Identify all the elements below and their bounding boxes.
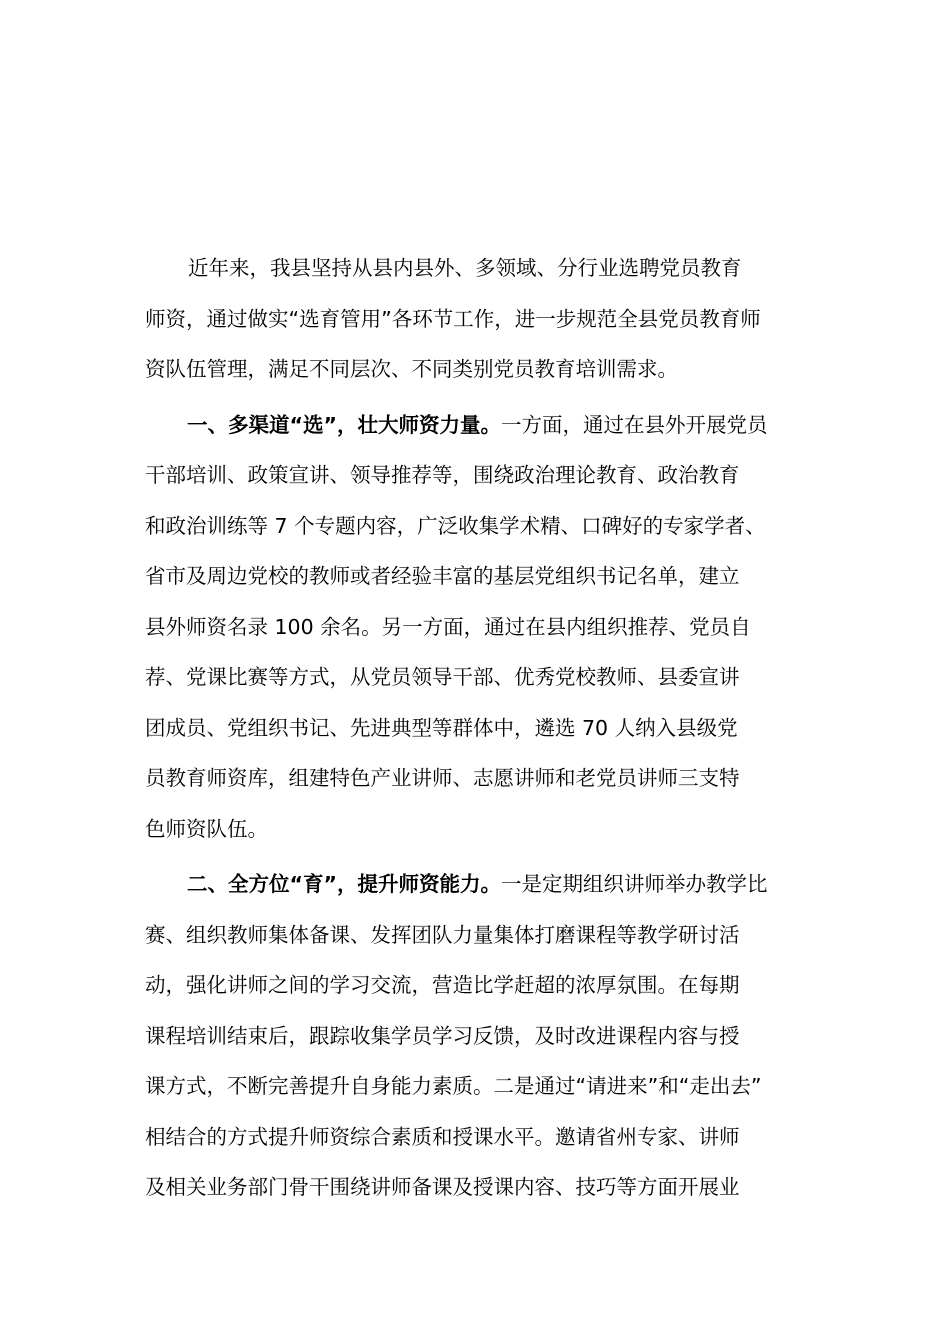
section-1-paragraph [145,400,815,855]
section-1-heading: 一、多渠道“选”，壮大师资力量。 [187,412,501,437]
section-1-line: 省市及周边党校的教师或者经验丰富的基层党组织书记名单，建立 [145,564,740,588]
section-1-first-line [145,400,815,451]
section-1-line: 色师资队伍。 [145,816,268,841]
section-2-line: 课方式，不断完善提升自身能力素质。二是通过“请进来”和“走出去” [145,1074,762,1098]
section-2-first-line [145,859,815,910]
section-1-line: 和政治训练等 7 个专题内容，广泛收集学术精、口碑好的专家学者、 [145,513,766,538]
section-2-paragraph [145,859,815,1213]
document-body [145,243,815,1213]
intro-line-2: 师资，通过做实“选育管用”各环节工作，进一步规范全县党员教育师 [145,306,761,331]
section-2-line: 相结合的方式提升师资综合素质和授课水平。邀请省州专家、讲师 [145,1124,740,1149]
intro-line-1: 近年来，我县坚持从县内县外、多领域、分行业选聘党员教育 [188,256,742,280]
section-2-heading: 二、全方位“育”，提升师资能力。 [187,872,501,896]
section-1-line: 县外师资名录 100 余名。另一方面，通过在县内组织推荐、党员自 [145,614,751,639]
section-1-line: 干部培训、政策宣讲、领导推荐等，围绕政治理论教育、政治教育 [145,463,740,487]
section-2-line: 赛、组织教师集体备课、发挥团队力量集体打磨课程等教学研讨活 [145,922,740,947]
section-1-line: 团成员、党组织书记、先进典型等群体中，遴选 70 人纳入县级党 [145,715,738,740]
section-1-first-line-text: 一方面，通过在县外开展党员 [500,412,768,437]
section-1-line: 员教育师资库，组建特色产业讲师、志愿讲师和老党员讲师三支特 [145,766,740,790]
section-2-line: 及相关业务部门骨干围绕讲师备课及授课内容、技巧等方面开展业 [145,1175,740,1199]
intro-line-3: 资队伍管理，满足不同层次、不同类别党员教育培训需求。 [145,357,678,381]
intro-paragraph [145,243,815,395]
section-1-line: 荐、党课比赛等方式，从党员领导干部、优秀党校教师、县委宣讲 [145,665,740,689]
section-2-first-line-text: 一是定期组织讲师举办教学比 [500,872,768,896]
section-2-line: 课程培训结束后，跟踪收集学员学习反馈，及时改进课程内容与授 [145,1023,740,1048]
section-2-line: 动，强化讲师之间的学习交流，营造比学赶超的浓厚氛围。在每期 [145,973,740,997]
